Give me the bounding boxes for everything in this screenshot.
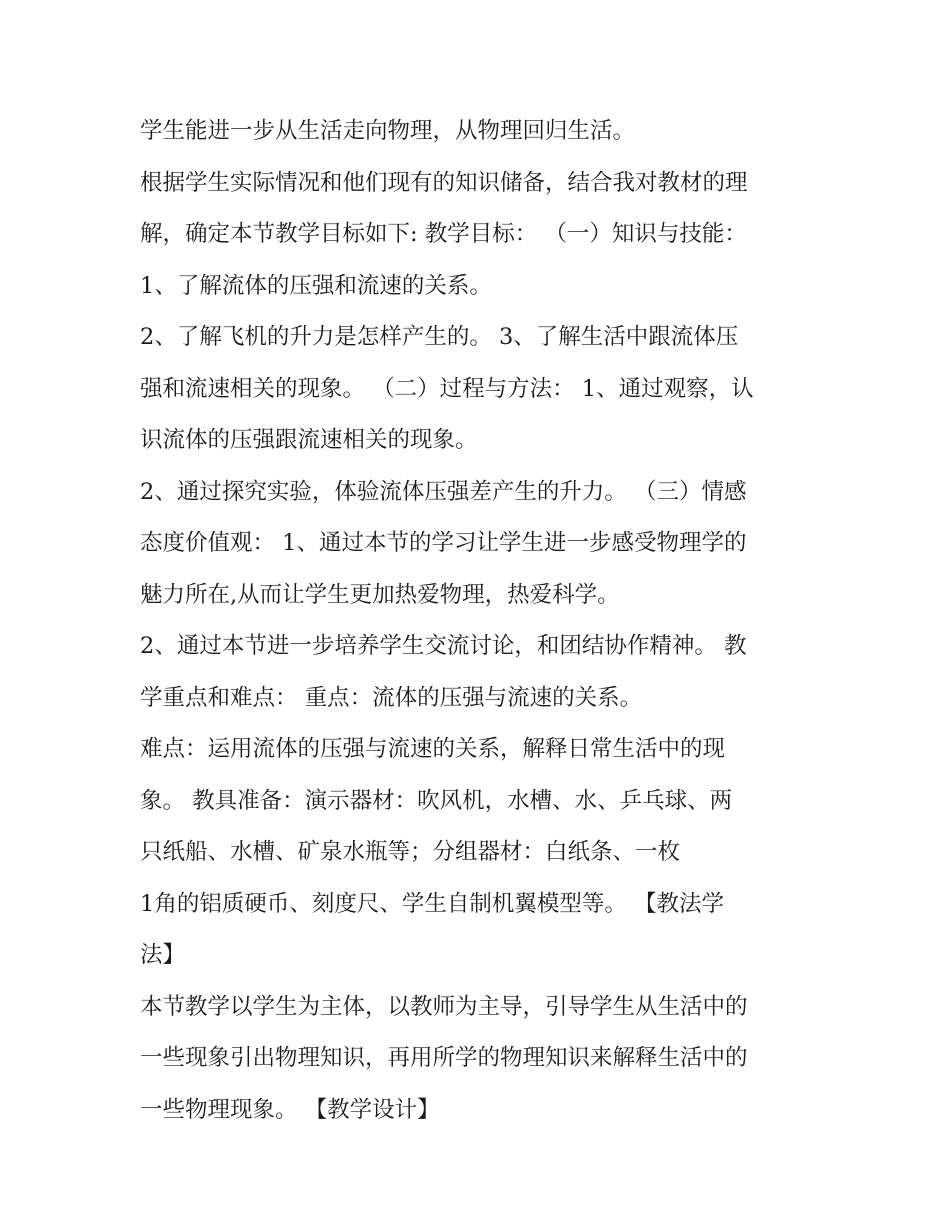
text-line: 学生能进一步从生活走向物理，从物理回归生活。	[140, 118, 636, 144]
document-body	[140, 106, 820, 1136]
text-line: 象。 教具准备：演示器材：吹风机，水槽、水、乒乓球、两	[140, 787, 733, 814]
text-line: 难点：运用流体的压强与流速的关系，解释日常生活中的现	[140, 736, 726, 762]
text-line: 法】	[140, 942, 186, 968]
text-line: 2、了解飞机的升力是怎样产生的。 3、了解生活中跟流体压	[140, 324, 739, 350]
text-line: 魅力所在,从而让学生更加热爱物理，热爱科学。	[140, 581, 620, 608]
text-line: 态度价值观： 1、通过本节的学习让学生进一步感受物理学的	[140, 530, 747, 556]
text-line: 一些现象引出物理知识，再用所学的物理知识来解释生活中的	[140, 1045, 748, 1071]
text-line: 解，确定本节教学目标如下: 教学目标： （一）知识与技能：	[140, 221, 747, 247]
text-line: 2、通过本节进一步培养学生交流讨论，和团结协作精神。 教	[140, 633, 747, 659]
text-line: 本节教学以学生为主体，以教师为主导，引导学生从生活中的	[140, 993, 748, 1020]
text-line: 一些物理现象。 【教学设计】	[140, 1096, 440, 1123]
text-line: 根据学生实际情况和他们现有的知识储备，结合我对教材的理	[140, 169, 748, 196]
text-line: 1、了解流体的压强和流速的关系。	[140, 272, 492, 299]
text-line: 1角的铝质硬币、刻度尺、学生自制机翼模型等。 【教法学	[140, 890, 724, 917]
text-line: 学重点和难点： 重点：流体的压强与流速的关系。	[140, 684, 643, 711]
text-line: 强和流速相关的现象。 （二）过程与方法： 1、通过观察，认	[140, 375, 754, 402]
text-line: 只纸船、水槽、矿泉水瓶等；分组器材：白纸条、一枚	[140, 839, 681, 865]
text-line: 识流体的压强跟流速相关的现象。	[140, 427, 478, 453]
text-line: 2、通过探究实验，体验流体压强差产生的升力。 （三）情感	[140, 478, 747, 505]
